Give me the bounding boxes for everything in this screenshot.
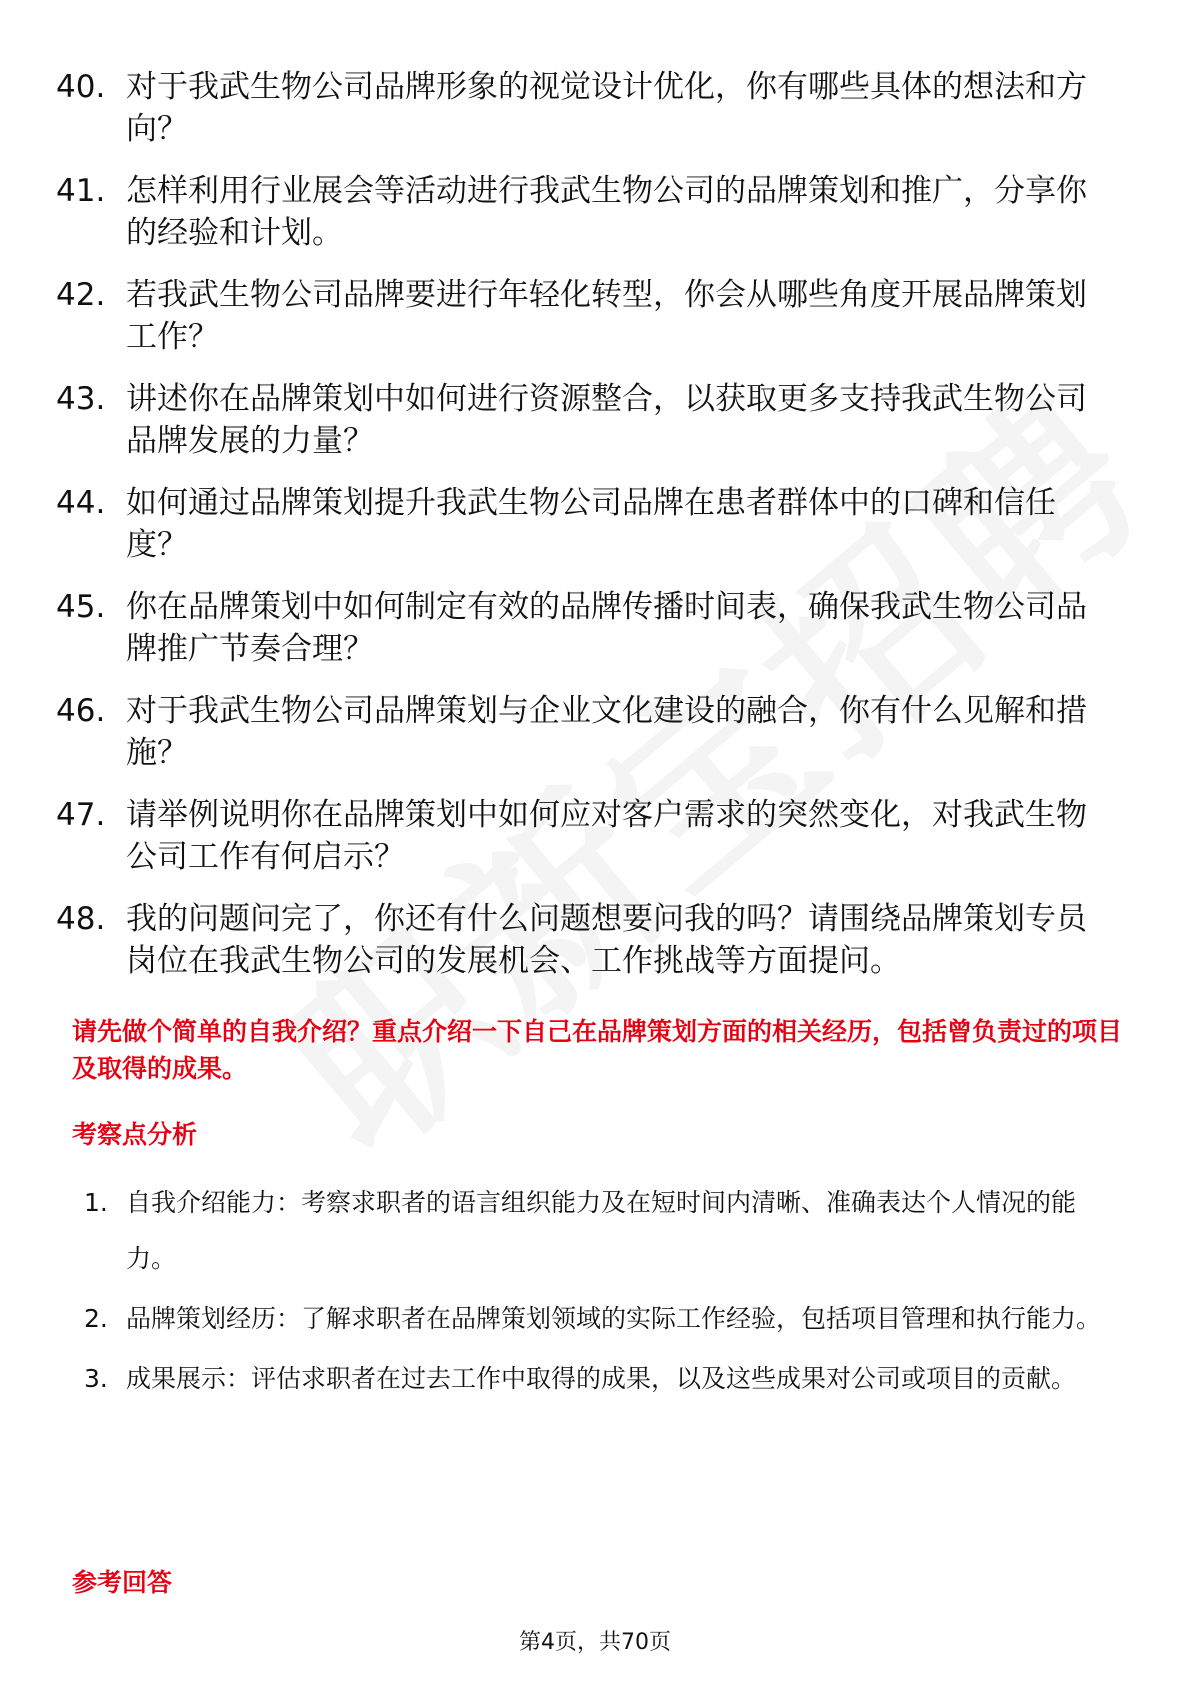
analysis-list (84, 1175, 1124, 1411)
list-item (56, 378, 1116, 462)
list-item-number: 3. (84, 1364, 108, 1393)
list-item-number: 46. (56, 693, 106, 729)
list-item-number: 2. (84, 1304, 108, 1333)
list-item-text: 我的问题问完了，你还有什么问题想要问我的吗？请围绕品牌策划专员岗位在我武生物公司的发展机会、工作挑战等方面提问。 (126, 901, 1087, 979)
list-item (56, 170, 1116, 254)
list-item-number: 45. (56, 589, 106, 625)
list-item-text: 对于我武生物公司品牌策划与企业文化建设的融合，你有什么见解和措施？ (126, 693, 1087, 771)
list-item (56, 274, 1116, 358)
list-item (56, 482, 1116, 566)
list-item-text: 怎样利用行业展会等活动进行我武生物公司的品牌策划和推广，分享你的经验和计划。 (126, 173, 1087, 251)
list-item-text: 讲述你在品牌策划中如何进行资源整合，以获取更多支持我武生物公司品牌发展的力量？ (126, 381, 1087, 459)
list-item (84, 1351, 1124, 1407)
list-item (56, 898, 1116, 982)
list-item-number: 47. (56, 797, 106, 833)
list-item (56, 794, 1116, 878)
analysis-heading: 考察点分析 (72, 1120, 198, 1149)
list-item-text: 如何通过品牌策划提升我武生物公司品牌在患者群体中的口碑和信任度？ (126, 485, 1056, 563)
list-item-number: 48. (56, 901, 106, 937)
question-list (56, 66, 1116, 1002)
page-number-footer: 第4页，共70页 (519, 1630, 671, 1655)
list-item (56, 690, 1116, 774)
list-item-number: 43. (56, 381, 106, 417)
list-item (84, 1291, 1124, 1347)
list-item-text: 你在品牌策划中如何制定有效的品牌传播时间表，确保我武生物公司品牌推广节奏合理？ (126, 589, 1087, 667)
list-item-number: 42. (56, 277, 106, 313)
list-item-text: 自我介绍能力：考察求职者的语言组织能力及在短时间内清晰、准确表达个人情况的能力。 (126, 1188, 1077, 1273)
list-item-text: 对于我武生物公司品牌形象的视觉设计优化，你有哪些具体的想法和方向？ (126, 69, 1087, 147)
list-item-text: 成果展示：评估求职者在过去工作中取得的成果，以及这些成果对公司或项目的贡献。 (126, 1364, 1077, 1393)
answer-heading: 参考回答 (72, 1568, 173, 1597)
list-item-number: 1. (84, 1188, 108, 1217)
list-item (56, 66, 1116, 150)
list-item-text: 品牌策划经历：了解求职者在品牌策划领域的实际工作经验，包括项目管理和执行能力。 (126, 1304, 1102, 1333)
list-item-number: 41. (56, 173, 106, 209)
list-item-text: 若我武生物公司品牌要进行年轻化转型，你会从哪些角度开展品牌策划工作？ (126, 277, 1087, 355)
list-item (84, 1175, 1124, 1287)
list-item (56, 586, 1116, 670)
highlighted-question: 请先做个简单的自我介绍？重点介绍一下自己在品牌策划方面的相关经历，包括曾负责过的项目及取得的成果。 (72, 1017, 1123, 1083)
list-item-text: 请举例说明你在品牌策划中如何应对客户需求的突然变化，对我武生物公司工作有何启示？ (126, 797, 1087, 875)
list-item-number: 40. (56, 69, 106, 105)
list-item-number: 44. (56, 485, 106, 521)
